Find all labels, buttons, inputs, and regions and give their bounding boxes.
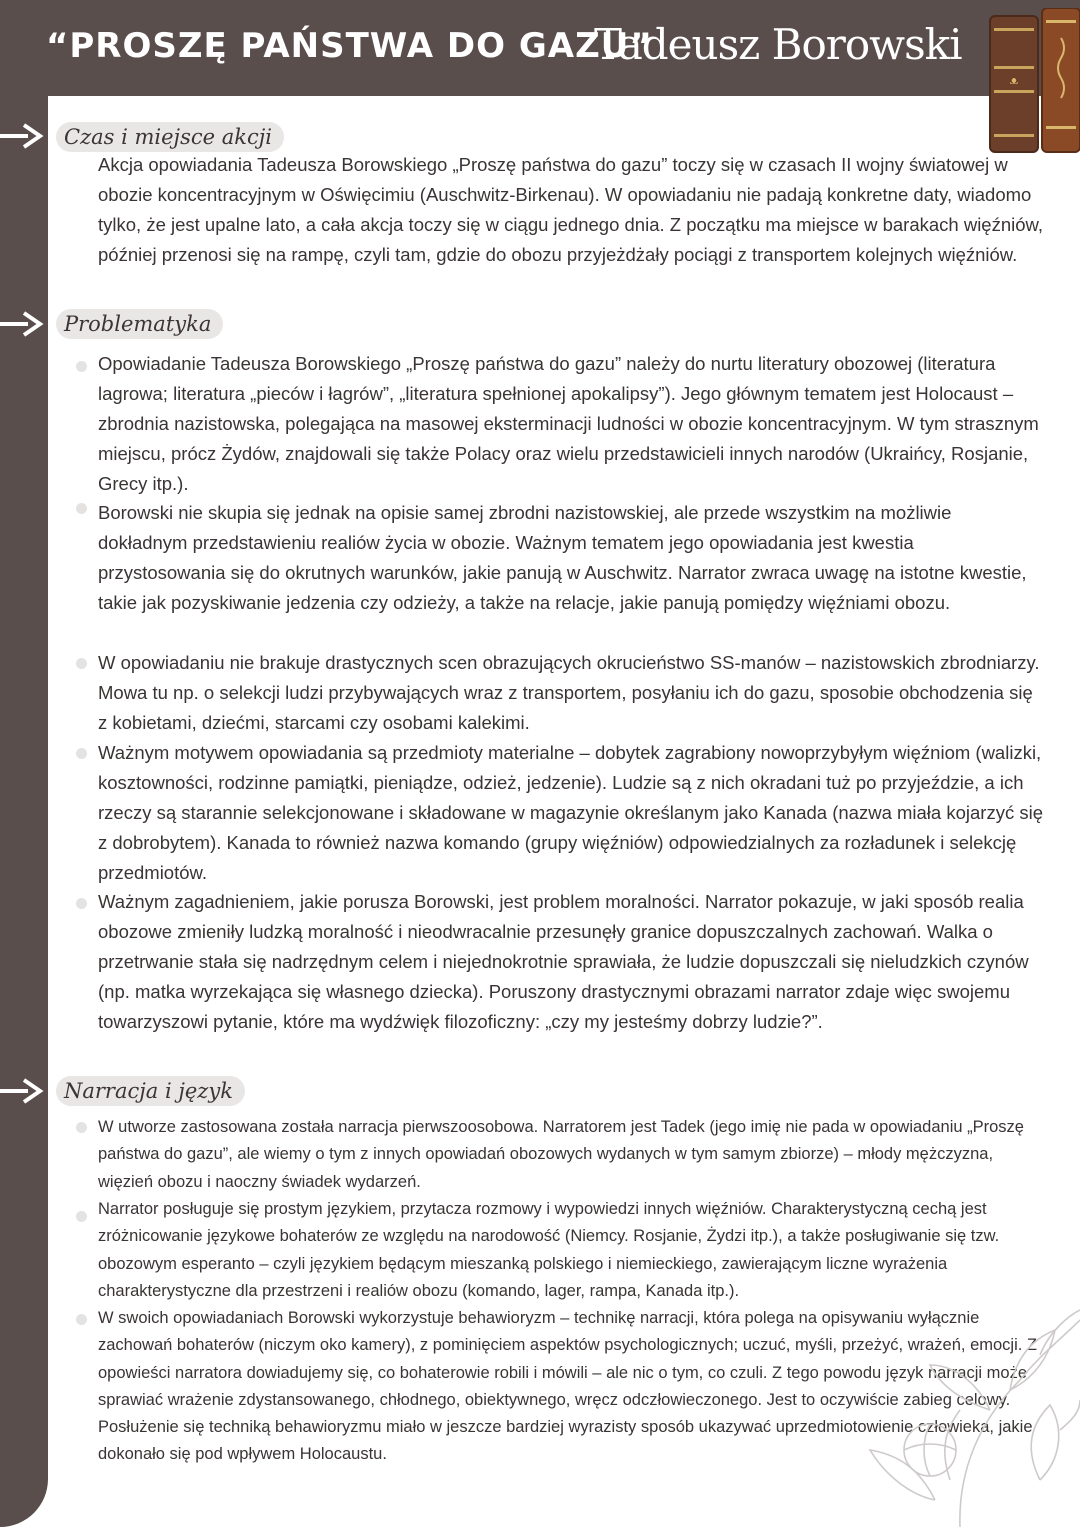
arrow-icon [0,310,44,338]
problematyka-item: Ważnym zagadnieniem, jakie porusza Borowski, jest problem moralności. Narrator pokazuje, w jaki sposób realia obozowe zmieniły ludzką moralność i nieodwracalnie przesunęły granice dopuszczalnych zachowań. Walka o przetrwanie stała się nadrzędnym celem i niejednokrotnie sprawiała, że ludzie dopuszczali się nieludzkich czynów (np. matka wyrzekająca się własnego dziecka). Poruszony drastycznymi obrazami narrator zdaje więc swojemu towarzyszowi pytanie, które ma wydźwięk filozoficzny: „czy my jesteśmy dobrzy ludzie?”. [98,891,1029,1032]
problematyka-item: Opowiadanie Tadeusza Borowskiego „Proszę państwa do gazu” należy do nurtu literatury obozowej (literatura lagrowa; literatura „pieców i łagrów”, „literatura spełnionej apokalipsy”). Jego głównym tematem jest Holocaust – zbrodnia nazistowska, polegająca na masowej eksterminacji ludności w obozie koncentracyjnym. W tym strasznym miejscu, prócz Żydów, znajdowali się także Polacy oraz wielu przedstawicieli innych narodów (Ukraińcy, Rosjanie, Grecy itp.). [98,353,1039,494]
section-heading-czas: Czas i miejsce akcji [56,122,284,152]
section-heading-narracja: Narracja i język [56,1076,245,1106]
problematyka-item: W opowiadaniu nie brakuje drastycznych scen obrazujących okrucieństwo SS-manów – nazistowskich zbrodniarzy. Mowa tu np. o selekcji ludzi przybywających wraz z transportem, posyłaniu ich do gazu, sposobie obchodzenia się z kobietami, dziećmi, starcami czy osobami kalekimi. [98,652,1040,733]
bullet-icon [76,361,87,372]
bullet-icon [76,1122,87,1133]
arrow-icon [0,122,44,150]
problematyka-item: Ważnym motywem opowiadania są przedmioty materialne – dobytek zagrabiony nowoprzybyłym więźniom (walizki, kosztowności, rodzinne pamiątki, pieniądze, odzież, jedzenie). Ludzie są z nich okradani tuż po przyjeździe, a ich rzeczy są starannie selekcjonowane i składowane w magazynie określanym jako Kanada (nazwa miała kojarzyć się z dobrobytem). Kanada to również nazwa komando (grupy więźniów) odpowiedzialnych za rozładunek i selekcję przedmiotów. [98,742,1043,883]
section-heading-problematyka: Problematyka [56,309,223,339]
bullet-icon [76,748,87,759]
bullet-icon [76,503,87,514]
author-name: Tadeusz Borowski [594,20,962,69]
narracja-item: Narrator posługuje się prostym językiem, przytacza rozmowy i wypowiedzi innych więźniów. Charakterystyczną cechą jest zróżnicowanie językowe bohaterów ze względu na narodowość (Niemcy. Rosjanie, Żydzi itp.), a także posługiwanie się tzw. obozowym esperanto – czyli językiem będącym mieszanką polskiego i niemieckiego, zawierającym liczne wyrażenia charakterystyczne dla przestrzeni i realiów obozu (komando, lager, rampa, Kanada itp.). [98,1200,1000,1300]
czas-paragraph: Akcja opowiadania Tadeusza Borowskiego „Proszę państwa do gazu” toczy się w czasach II wojny światowej w obozie koncentracyjnym w Oświęcimiu (Auschwitz-Birkenau). W opowiadaniu nie padają konkretne daty, wiadomo tylko, że jest upalne lato, a cała akcja toczy się w ciągu jednego dnia. Z początku ma miejsce w barakach więźniów, później przenosi się na rampę, czyli tam, gdzie do obozu przyjeżdżały pociągi z transportem kolejnych więźniów. [98,154,1044,265]
bullet-icon [76,898,87,909]
bullet-icon [76,1211,87,1222]
flower-decoration-icon [840,1150,1080,1527]
page-header [0,0,1080,96]
problematyka-item: Borowski nie skupia się jednak na opisie samej zbrodni nazistowskiej, ale przede wszystkim na możliwie dokładnym przedstawieniu realiów życia w obozie. Ważnym tematem jego opowiadania jest kwestia przystosowania się do okrutnych warunków, jakie panują w Auschwitz. Narrator zwraca uwagę na istotne kwestie, takie jak pozyskiwanie jedzenia czy odzieży, a także na relacje, jakie panują pomiędzy więźniami obozu. [98,502,1027,613]
books-icon [986,8,1080,154]
left-decorative-band [0,0,48,1527]
narracja-item: W swoich opowiadaniach Borowski wykorzystuje behawioryzm – technikę narracji, która polega na opisywaniu wyłącznie zachowań bohaterów (niczym oko kamery), z pominięciem aspektów psychologicznych; uczuć, myśli, przeżyć, wrażeń, emocji. Z opowieści narratora dowiadujemy się, co bohaterowie robili i mówili – ale nic o tym, co czuli. Z tego powodu język narracji może sprawiać wrażenie zdystansowanego, chłodnego, obiektywnego, wręcz odczłowieczonego. Jest to oczywiście zabieg celowy. Posłużenie się techniką behawioryzmu miało w jeszcze bardziej wyrazisty sposób ukazywać uprzedmiotowienie człowieka, jakie dokonało się pod wpływem Holocaustu. [98,1309,1038,1464]
narracja-item: W utworze zastosowana została narracja pierwszoosobowa. Narratorem jest Tadek (jego imię nie pada w opowiadaniu „Proszę państwa do gazu”, ale wiemy o tym z innych opowiadań obozowych wydanych w tym samym zbiorze) – młody mężczyzna, więzień obozu i naoczny świadek wydarzeń. [98,1118,1024,1191]
bullet-icon [76,1314,87,1325]
bullet-icon [76,658,87,669]
arrow-icon [0,1077,44,1105]
page-title: “PROSZĘ PAŃSTWA DO GAZU” [46,26,653,66]
svg-text:ᴥ: ᴥ [1009,74,1019,87]
